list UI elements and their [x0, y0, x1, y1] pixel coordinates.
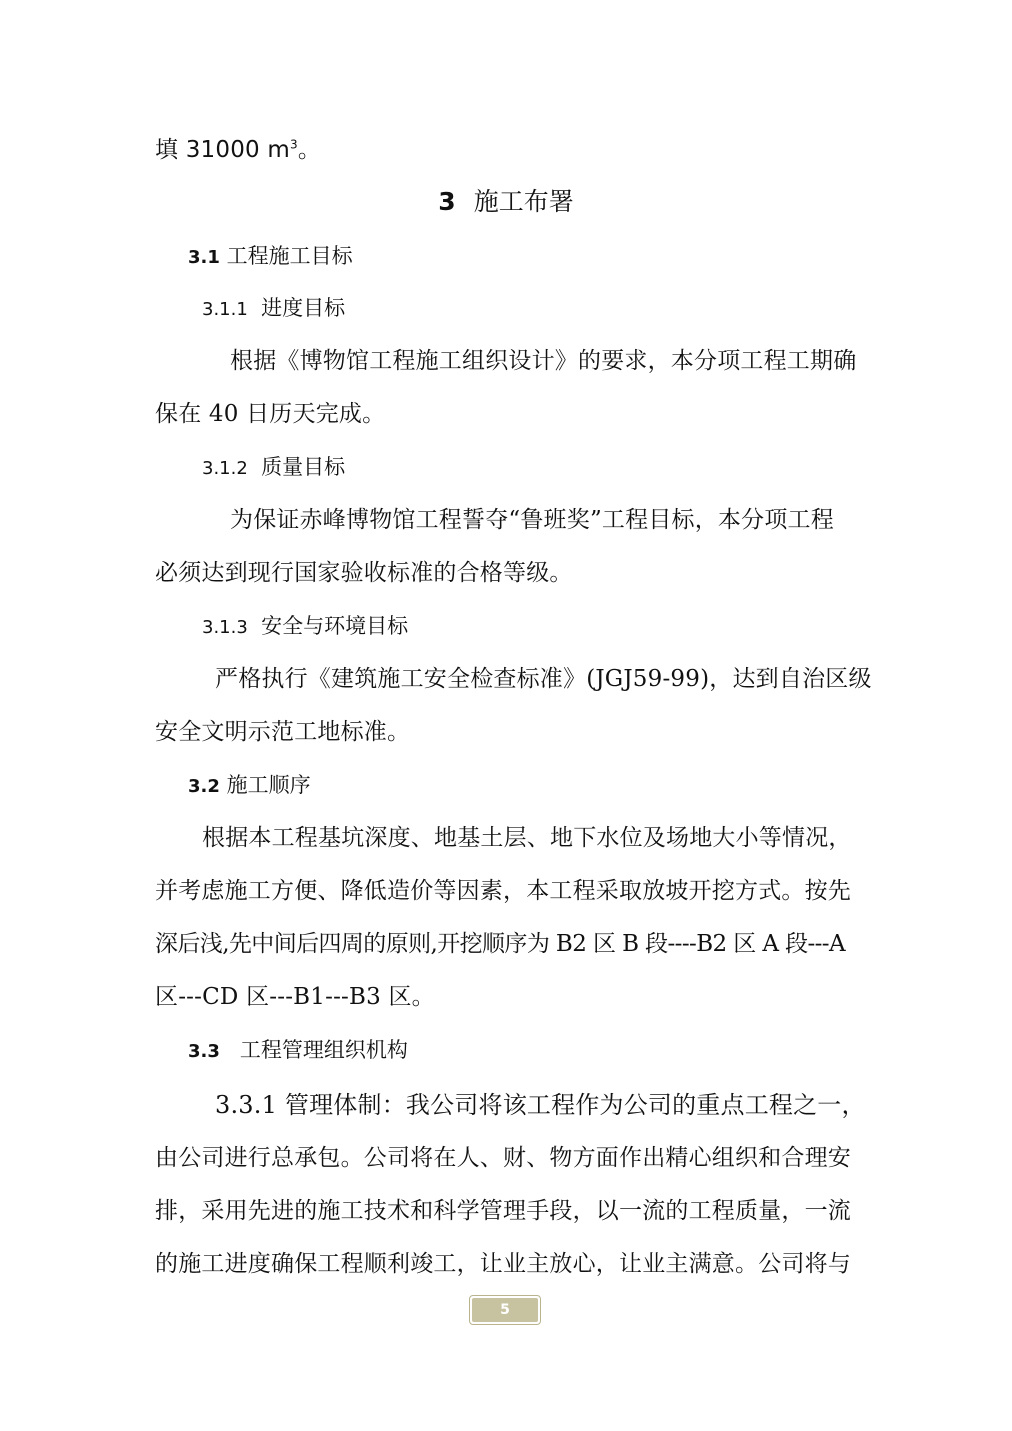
section-3-3-number: 3.3	[188, 1041, 220, 1062]
paragraph-line: 必须达到现行国家验收标准的合格等级。	[155, 560, 573, 586]
section-3-1-title: 工程施工目标	[226, 244, 353, 268]
section-3-1-3-heading	[202, 611, 408, 643]
paragraph-line: 根据《博物馆工程施工组织设计》的要求，本分项工程工期确	[230, 348, 857, 374]
section-3-1-3-number: 3.1.3	[202, 617, 248, 638]
paragraph-line: 由公司进行总承包。公司将在人、财、物方面作出精心组织和合理安	[155, 1145, 851, 1171]
paragraph-line: 安全文明示范工地标准。	[155, 719, 411, 745]
paragraph-line: 排，采用先进的施工技术和科学管理手段，以一流的工程质量，一流	[155, 1198, 851, 1224]
paragraph-line: 根据本工程基坑深度、地基土层、地下水位及场地大小等情况，	[202, 825, 852, 851]
section-3-1-2-title: 质量目标	[261, 455, 346, 479]
section-3-2-heading	[188, 770, 311, 802]
section-3-heading	[0, 186, 1012, 218]
fill-volume-line	[155, 135, 860, 165]
section-3-2-number: 3.2	[188, 776, 220, 797]
page-number: 5	[472, 1298, 538, 1322]
fill-unit: m	[259, 137, 291, 163]
paragraph-line: 的施工进度确保工程顺利竣工，让业主放心，让业主满意。公司将与	[155, 1251, 851, 1277]
section-3-1-2-number: 3.1.2	[202, 458, 248, 479]
section-3-2-title: 施工顺序	[226, 773, 311, 797]
paragraph-line: 区---CD 区---B1---B3 区。	[155, 984, 435, 1010]
fill-suffix: 。	[297, 137, 322, 163]
paragraph-line: 严格执行《建筑施工安全检查标准》(JGJ59-99)，达到自治区级	[215, 666, 872, 692]
section-3-1-1-title: 进度目标	[261, 296, 346, 320]
section-3-1-3-title: 安全与环境目标	[261, 614, 409, 638]
paragraph-line: 为保证赤峰博物馆工程誓夺“鲁班奖”工程目标，本分项工程	[230, 507, 834, 533]
section-3-1-2-heading	[202, 452, 345, 484]
section-3-number: 3	[438, 187, 456, 216]
section-3-1-1-heading	[202, 293, 345, 325]
section-3-1-number: 3.1	[188, 247, 220, 268]
fill-prefix: 填	[155, 137, 186, 163]
section-3-1-heading	[188, 241, 353, 273]
section-3-1-1-number: 3.1.1	[202, 299, 248, 320]
fill-value: 31000	[185, 137, 260, 163]
paragraph-line: 深后浅,先中间后四周的原则,开挖顺序为 B2 区 B 段----B2 区 A 段---A	[155, 931, 845, 957]
paragraph-line: 3.3.1 管理体制：我公司将该工程作为公司的重点工程之一，	[215, 1091, 866, 1119]
paragraph-line: 并考虑施工方便、降低造价等因素，本工程采取放坡开挖方式。按先	[155, 878, 851, 904]
section-3-3-heading	[188, 1035, 408, 1067]
page-number-badge	[469, 1295, 541, 1325]
section-3-title: 施工布署	[473, 187, 574, 216]
paragraph-line: 保在 40 日历天完成。	[155, 401, 386, 427]
section-3-3-title: 工程管理组织机构	[239, 1038, 408, 1062]
fill-unit-superscript: 3	[290, 137, 298, 152]
